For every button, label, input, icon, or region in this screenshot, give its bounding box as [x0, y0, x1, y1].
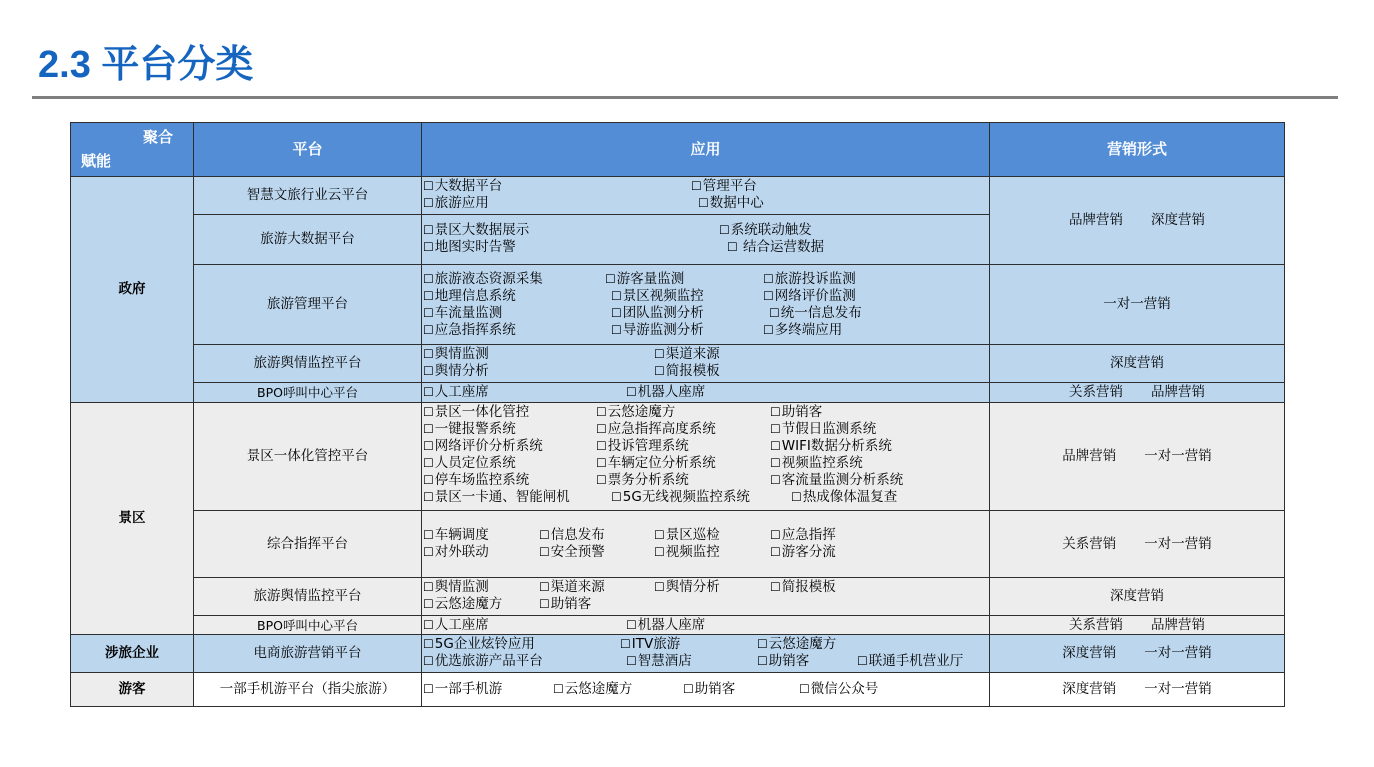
app-item: ☐ 云悠途魔方 [423, 596, 502, 613]
marketing-cell [990, 578, 1285, 616]
application-cell [422, 578, 990, 616]
category-government: 政府 [71, 177, 194, 403]
app-item: ☐ 机器人座席 [626, 384, 705, 401]
header-corner-cell [71, 123, 194, 177]
marketing-item: 一对一营销 [1144, 645, 1212, 661]
table-row [71, 177, 1285, 215]
app-item: ☐ 停车场监控系统 [423, 472, 529, 489]
app-item: ☐ 优选旅游产品平台 [423, 653, 543, 670]
app-item: ☐ 舆情分析 [654, 579, 720, 596]
app-item: ☐ 投诉管理系统 [596, 438, 689, 455]
app-item: ☐ 机器人座席 [626, 617, 705, 634]
platform-cell: 旅游管理平台 [194, 265, 422, 345]
app-item: ☐ 联通手机营业厅 [857, 653, 963, 670]
header-marketing: 营销形式 [990, 123, 1285, 177]
app-item: ☐ 结合运营数据 [727, 239, 824, 256]
app-item: ☐ 游客量监测 [605, 271, 684, 288]
table-row [71, 383, 1285, 403]
app-item: ☐ 多终端应用 [763, 322, 842, 339]
app-item: ☐ 简报模板 [654, 363, 720, 380]
header-empower-label: 赋能 [81, 152, 112, 170]
marketing-cell [990, 673, 1285, 707]
header-platform: 平台 [194, 123, 422, 177]
marketing-item: 品牌营销 [1069, 212, 1123, 228]
marketing-cell [990, 383, 1285, 403]
app-item: ☐ 统一信息发布 [769, 305, 862, 322]
app-item: ☐ 旅游液态资源采集 [423, 271, 543, 288]
app-item: ☐ 网络评价监测 [763, 288, 856, 305]
app-item: ☐ 热成像体温复查 [791, 489, 897, 506]
table-row [71, 403, 1285, 511]
category-scenic: 景区 [71, 403, 194, 635]
application-cell [422, 403, 990, 511]
marketing-cell [990, 177, 1285, 265]
app-item: ☐ 游客分流 [770, 544, 836, 561]
app-item: ☐ 景区巡检 [654, 527, 720, 544]
table-row [71, 265, 1285, 345]
app-item: ☐ 景区视频监控 [611, 288, 704, 305]
app-item: ☐ 安全预警 [539, 544, 605, 561]
application-cell [422, 511, 990, 578]
app-item: ☐ 智慧酒店 [626, 653, 692, 670]
header-aggregate-label: 聚合 [142, 128, 173, 146]
app-item: ☐ 应急指挥高度系统 [596, 421, 716, 438]
app-item: ☐ 云悠途魔方 [553, 681, 632, 698]
marketing-item: 深度营销 [1062, 681, 1117, 697]
table-row [71, 578, 1285, 616]
app-item: ☐ 舆情监测 [423, 579, 489, 596]
app-item: ☐ 云悠途魔方 [757, 636, 836, 653]
marketing-item: 关系营销 [1069, 616, 1123, 633]
application-cell [422, 177, 990, 215]
app-item: ☐ 大数据平台 [423, 178, 502, 195]
app-item: ☐ 导游监测分析 [611, 322, 704, 339]
app-item: ☐ 助销客 [683, 681, 735, 698]
table-header-row [71, 123, 1285, 177]
app-item: ☐ 舆情监测 [423, 346, 489, 363]
app-item: ☐ WIFI数据分析系统 [770, 438, 892, 455]
platform-cell: 电商旅游营销平台 [194, 635, 422, 673]
app-item: ☐ 简报模板 [770, 579, 836, 596]
marketing-item: 关系营销 [1069, 384, 1123, 400]
app-item: ☐ ITV旅游 [620, 636, 680, 653]
app-item: ☐ 地图实时告警 [423, 239, 516, 256]
marketing-cell [990, 635, 1285, 673]
app-item: ☐ 数据中心 [698, 195, 764, 212]
table-row [71, 511, 1285, 578]
table-row [71, 673, 1285, 707]
table-row [71, 635, 1285, 673]
table-row [71, 345, 1285, 383]
app-item: ☐ 人工座席 [423, 617, 489, 634]
marketing-cell [990, 265, 1285, 345]
app-item: ☐ 管理平台 [691, 178, 757, 195]
application-cell [422, 345, 990, 383]
app-item: ☐ 助销客 [770, 404, 822, 421]
application-cell [422, 215, 990, 265]
marketing-item: 一对一营销 [1144, 681, 1212, 697]
application-cell [422, 635, 990, 673]
app-item: ☐ 车流量监测 [423, 305, 502, 322]
app-item: ☐ 团队监测分析 [611, 305, 704, 322]
app-item: ☐ 应急指挥系统 [423, 322, 516, 339]
app-item: ☐ 应急指挥 [770, 527, 836, 544]
app-item: ☐ 信息发布 [539, 527, 605, 544]
app-item: ☐ 微信公众号 [799, 681, 878, 698]
application-cell [422, 673, 990, 707]
marketing-item: 深度营销 [1062, 645, 1117, 661]
app-item: ☐ 5G无线视频监控系统 [611, 489, 750, 506]
app-item: ☐ 渠道来源 [654, 346, 720, 363]
app-item: ☐ 票务分析系统 [596, 472, 689, 489]
marketing-item: 一对一营销 [1144, 535, 1212, 552]
header-application: 应用 [422, 123, 990, 177]
app-item: ☐ 人工座席 [423, 384, 489, 401]
category-tourism-enterprise: 涉旅企业 [71, 635, 194, 673]
marketing-item: 关系营销 [1062, 535, 1117, 552]
app-item: ☐ 地理信息系统 [423, 288, 516, 305]
app-item: ☐ 云悠途魔方 [596, 404, 675, 421]
app-item: ☐ 景区一卡通、智能闸机 [423, 489, 570, 506]
platform-cell: 综合指挥平台 [194, 511, 422, 578]
app-item: ☐ 一部手机游 [423, 681, 502, 698]
app-item: ☐ 网络评价分析系统 [423, 438, 543, 455]
app-item: ☐ 视频监控系统 [770, 455, 863, 472]
marketing-item: 品牌营销 [1151, 616, 1205, 633]
title-divider [32, 96, 1338, 99]
app-item: ☐ 节假日监测系统 [770, 421, 876, 438]
platform-cell: BPO呼叫中心平台 [194, 383, 422, 403]
app-item: ☐ 车辆调度 [423, 527, 489, 544]
platform-cell: BPO呼叫中心平台 [194, 616, 422, 635]
app-item: ☐ 对外联动 [423, 544, 489, 561]
application-cell [422, 616, 990, 635]
platform-classification-table [70, 122, 1285, 707]
category-tourist: 游客 [71, 673, 194, 707]
app-item: ☐ 渠道来源 [539, 579, 605, 596]
marketing-item: 一对一营销 [1103, 296, 1171, 312]
marketing-cell [990, 511, 1285, 578]
app-item: ☐ 5G企业炫铃应用 [423, 636, 535, 653]
app-item: ☐ 旅游投诉监测 [763, 271, 856, 288]
platform-cell: 旅游舆情监控平台 [194, 578, 422, 616]
app-item: ☐ 车辆定位分析系统 [596, 455, 716, 472]
app-item: ☐ 视频监控 [654, 544, 720, 561]
app-item: ☐ 助销客 [757, 653, 809, 670]
application-cell [422, 265, 990, 345]
marketing-item: 深度营销 [1110, 588, 1164, 604]
app-item: ☐ 助销客 [539, 596, 591, 613]
marketing-item: 一对一营销 [1144, 448, 1212, 464]
page-title: 2.3 平台分类 [38, 44, 254, 86]
marketing-cell [990, 616, 1285, 635]
app-item: ☐ 景区一体化管控 [423, 404, 529, 421]
platform-cell: 一部手机游平台（指尖旅游） [194, 673, 422, 707]
marketing-cell [990, 403, 1285, 511]
app-item: ☐ 客流量监测分析系统 [770, 472, 903, 489]
marketing-cell [990, 345, 1285, 383]
platform-cell: 旅游舆情监控平台 [194, 345, 422, 383]
app-item: ☐ 旅游应用 [423, 195, 489, 212]
app-item: ☐ 景区大数据展示 [423, 222, 529, 239]
app-item: ☐ 系统联动触发 [719, 222, 812, 239]
marketing-item: 品牌营销 [1062, 448, 1117, 464]
platform-cell: 旅游大数据平台 [194, 215, 422, 265]
table-row [71, 616, 1285, 635]
app-item: ☐ 人员定位系统 [423, 455, 516, 472]
marketing-item: 品牌营销 [1151, 384, 1205, 400]
marketing-item: 深度营销 [1151, 212, 1205, 228]
app-item: ☐ 一键报警系统 [423, 421, 516, 438]
app-item: ☐ 舆情分析 [423, 363, 489, 380]
platform-cell: 智慧文旅行业云平台 [194, 177, 422, 215]
marketing-item: 深度营销 [1110, 355, 1164, 371]
application-cell [422, 383, 990, 403]
platform-cell: 景区一体化管控平台 [194, 403, 422, 511]
